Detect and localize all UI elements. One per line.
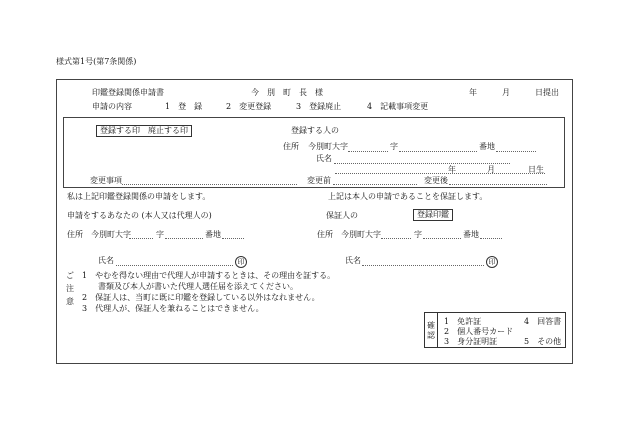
note-item-1: 1 やむを得ない理由で代理人が申請するときは、その理由を証する。	[82, 271, 336, 280]
notes-label-3: 意	[66, 297, 74, 306]
guarantor-heading: 保証人の	[326, 211, 358, 220]
guarantor-address-prefix: 今別町大字	[341, 230, 381, 239]
guarantor-banchi-label: 番地	[463, 230, 479, 239]
registrant-birth-month: 月	[487, 165, 495, 174]
applicant-aza-label: 字	[156, 230, 164, 239]
applicant-seal-mark: 印	[235, 256, 247, 268]
guarantor-name-field[interactable]	[362, 265, 484, 266]
note-item-2: 2 保証人は、当町に既に印鑑を登録している以外はなれません。	[82, 293, 320, 302]
request-option-change-record[interactable]: 4 記載事項変更	[367, 102, 429, 111]
seal-type-label: 登録する印 廃止する印	[96, 125, 192, 137]
request-option-change-register[interactable]: 2 変更登録	[226, 102, 272, 111]
registrant-banchi-label: 番地	[479, 142, 495, 151]
header-month: 月	[502, 88, 510, 97]
change-before-label: 変更前	[307, 176, 331, 185]
confirm-item-reply[interactable]: 4 回答書	[524, 317, 562, 326]
registrant-birth-year: 年	[448, 165, 456, 174]
applicant-banchi-field[interactable]	[222, 238, 244, 239]
form-number: 様式第1号(第7条関係)	[56, 57, 137, 66]
applicant-statement: 私は上記印鑑登録関係の申請をします。	[67, 192, 211, 201]
change-item-label: 変更事項	[90, 176, 122, 185]
confirm-item-license[interactable]: 1 免許証	[444, 317, 482, 326]
notes-label-2: 注	[66, 284, 74, 293]
registrant-oaza-field[interactable]	[348, 151, 388, 152]
registrant-heading: 登録する人の	[291, 126, 339, 135]
change-before-field[interactable]	[333, 184, 417, 185]
guarantor-aza-label: 字	[414, 230, 422, 239]
applicant-heading: 申請をするあなたの (本人又は代理人の)	[67, 211, 212, 220]
header-year: 年	[469, 88, 477, 97]
recipient: 今 別 町 長 様	[251, 88, 323, 97]
guarantor-seal-label: 登録印鑑	[413, 209, 453, 221]
applicant-oaza-field[interactable]	[129, 238, 153, 239]
registrant-address-label: 住所	[283, 142, 299, 151]
request-option-abolish[interactable]: 3 登録廃止	[296, 102, 342, 111]
registrant-birth-day: 日生	[528, 165, 544, 174]
header-submit-day: 日提出	[535, 88, 559, 97]
applicant-address-prefix: 今別町大字	[91, 230, 131, 239]
applicant-name-field[interactable]	[116, 265, 233, 266]
change-after-field[interactable]	[449, 184, 547, 185]
change-item-field[interactable]	[122, 184, 297, 185]
confirmation-label	[425, 313, 438, 347]
registrant-aza-field[interactable]	[399, 151, 477, 152]
request-option-register[interactable]: 1 登 録	[165, 102, 203, 111]
guarantor-statement: 上記は本人の申請であることを保証します。	[328, 192, 488, 201]
applicant-name-label: 氏名	[98, 256, 114, 265]
request-label: 申請の内容	[92, 102, 132, 111]
confirm-char-2: 認	[427, 331, 435, 340]
note-item-1b: 書類及び本人が書いた代理人選任届を添えてください。	[82, 282, 298, 291]
confirmation-box	[424, 312, 566, 348]
guarantor-address-label: 住所	[317, 230, 333, 239]
guarantor-name-label: 氏名	[345, 256, 361, 265]
registrant-birthdate-field[interactable]	[335, 173, 545, 174]
confirm-char-1: 確	[427, 321, 435, 330]
guarantor-oaza-field[interactable]	[381, 238, 411, 239]
applicant-banchi-label: 番地	[205, 230, 221, 239]
applicant-aza-field[interactable]	[165, 238, 203, 239]
guarantor-aza-field[interactable]	[423, 238, 461, 239]
confirm-item-id[interactable]: 3 身分証明証	[444, 337, 498, 346]
form-title: 印鑑登録関係申請書	[92, 88, 164, 97]
guarantor-banchi-field[interactable]	[480, 238, 502, 239]
registrant-banchi-field[interactable]	[496, 151, 536, 152]
applicant-address-label: 住所	[67, 230, 83, 239]
registrant-name-field[interactable]	[334, 163, 510, 164]
note-item-3: 3 代理人が、保証人を兼ねることはできません。	[82, 304, 264, 313]
change-after-label: 変更後	[424, 176, 448, 185]
confirm-item-mynumber[interactable]: 2 個人番号カード	[444, 327, 514, 336]
notes-label-1: ご	[66, 271, 74, 280]
guarantor-seal-mark: 印	[486, 256, 498, 268]
registrant-address-prefix: 今別町大字	[308, 142, 348, 151]
registrant-name-label: 氏名	[316, 154, 332, 163]
registrant-aza-label: 字	[390, 142, 398, 151]
confirm-item-other[interactable]: 5 その他	[524, 337, 562, 346]
